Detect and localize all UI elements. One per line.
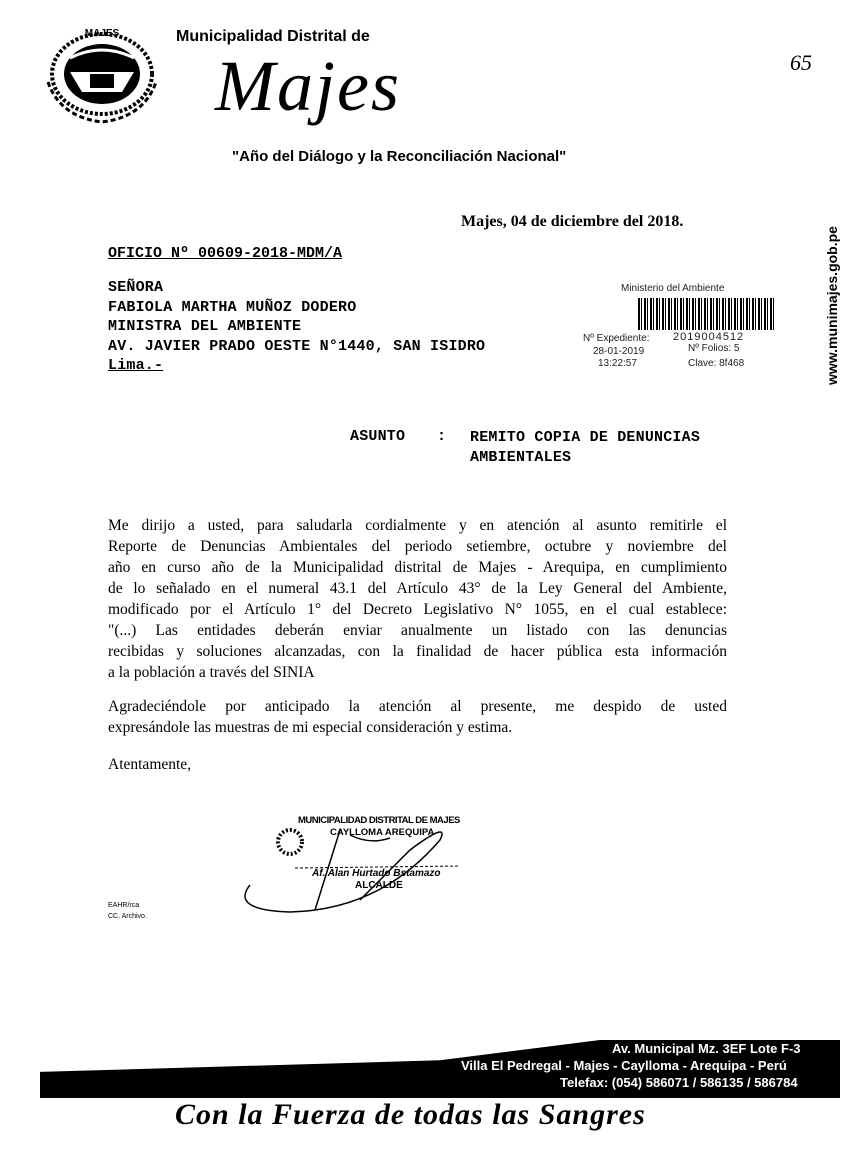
municipal-seal-logo: [40, 22, 165, 132]
date-line: Majes, 04 de diciembre del 2018.: [461, 213, 684, 230]
website: www.munimajes.gob.pe: [824, 226, 840, 385]
recipient-address: AV. JAVIER PRADO OESTE N°1440, SAN ISIDRO: [108, 337, 486, 355]
subject-label: ASUNTO: [350, 428, 406, 445]
recipient-title: MINISTRA DEL AMBIENTE: [108, 318, 302, 335]
signatory-title: ALCALDE: [355, 880, 403, 891]
footer-address-1: Av. Municipal Mz. 3EF Lote F-3: [612, 1041, 801, 1056]
stamp-municipality: MUNICIPALIDAD DISTRITAL DE MAJES: [298, 815, 460, 826]
institution-name: Municipalidad Distrital de: [176, 28, 370, 45]
stamp-folios: Nº Folios: 5: [688, 343, 740, 354]
footer-address-2: Villa El Pedregal - Majes - Caylloma - Arequipa - Perú: [461, 1058, 787, 1073]
subject-text: [470, 428, 700, 468]
body-line: Reporte de Denuncias Ambientales del periodo setiembre, octubre y noviembre del: [108, 538, 727, 555]
stamp-clave: Clave: 8f468: [688, 358, 745, 369]
recipient-block: [108, 278, 485, 376]
barcode: [638, 298, 776, 330]
recipient-line: SEÑORA: [108, 279, 164, 296]
stamp-date: 28-01-2019: [593, 346, 645, 357]
stamp-expediente: 2019004512: [673, 331, 745, 343]
footer-phone: Telefax: (054) 586071 / 586135 / 586784: [560, 1075, 798, 1090]
year-motto: "Año del Diálogo y la Reconciliación Nacional": [232, 148, 567, 165]
recipient-name: FABIOLA MARTHA MUÑOZ DODERO: [108, 298, 357, 316]
document-reference: OFICIO Nº 00609-2018-MDM/A: [108, 245, 343, 262]
closing: Atentamente,: [108, 756, 192, 773]
body-line: año en curso año de la Municipalidad distrital de Majes - Arequipa, en cumplimiento: [108, 559, 727, 576]
body-line: recibidas y soluciones alcanzadas, con la finalidad de hacer pública esta información: [108, 643, 727, 660]
stamp-entity: Ministerio del Ambiente: [621, 283, 725, 294]
stamp-province: CAYLLOMA AREQUIPA: [330, 827, 435, 838]
stamp-time: 13:22:57: [598, 358, 637, 369]
body-line: de lo señalado en el numeral 43.1 del Artículo 43° de la Ley General del Ambiente,: [108, 580, 727, 597]
initials: EAHR/rca: [108, 902, 140, 909]
subject-colon: :: [437, 428, 447, 445]
body-line: expresándole las muestras de mi especial consideración y estima.: [108, 719, 513, 736]
signature-stamp: [230, 810, 470, 920]
body-line: Me dirijo a usted, para saludarla cordialmente y en atención al asunto remitirle el: [108, 517, 727, 534]
body-line: modificado por el Artículo 1° del Decreto Legislativo N° 1055, en el cual establece:: [108, 601, 727, 618]
body-line: "(...) Las entidades deberán enviar anualmente un listado con las denuncias: [108, 622, 727, 639]
stamp-expediente-label: Nº Expediente:: [583, 333, 650, 344]
majes-logo-script: Majes: [215, 46, 401, 126]
cc-copy: CC. Archivo.: [108, 913, 147, 920]
body-line: a la población a través del SINIA: [108, 664, 315, 681]
reception-stamp: [583, 283, 783, 378]
subject-line: AMBIENTALES: [470, 449, 572, 466]
body-line: Agradeciéndole por anticipado la atención al presente, me despido de usted: [108, 698, 727, 715]
signatory-name: Af. Alan Hurtado Bstamazo: [312, 868, 441, 879]
svg-text:MAJES: MAJES: [84, 28, 120, 39]
footer-slogan: Con la Fuerza de todas las Sangres: [175, 1098, 646, 1131]
subject-line: REMITO COPIA DE DENUNCIAS: [470, 429, 701, 446]
recipient-city: Lima.-: [108, 357, 164, 374]
folio-handwritten: 65: [790, 50, 812, 75]
